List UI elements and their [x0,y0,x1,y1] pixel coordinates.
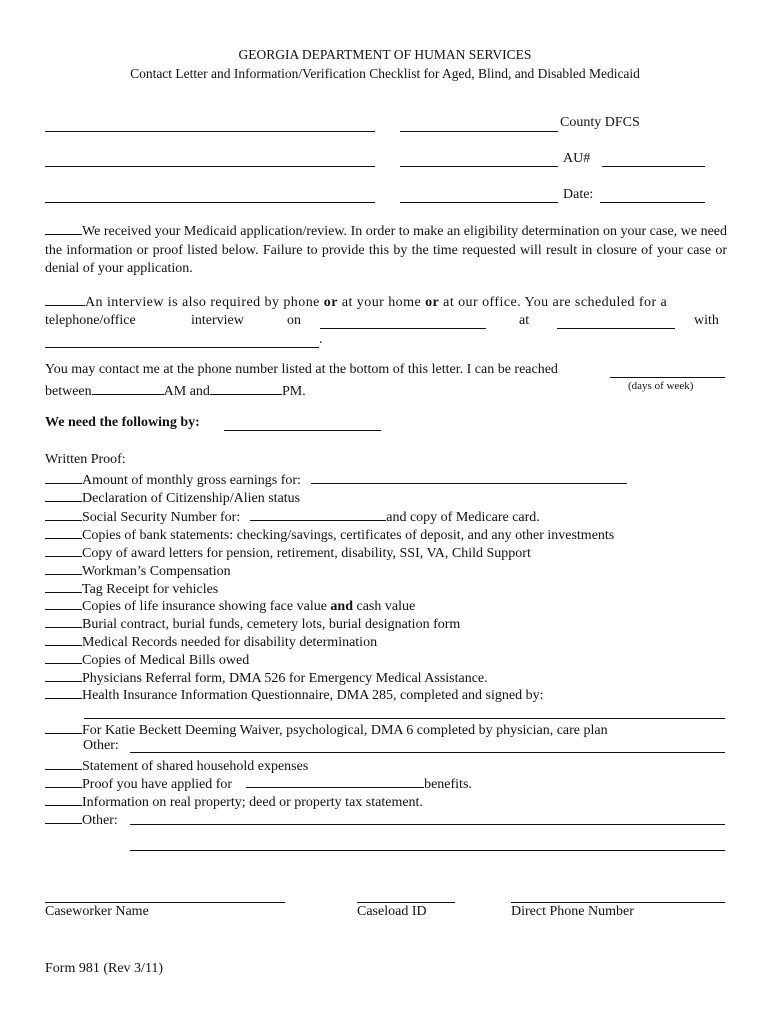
interview-telephone: telephone/office [45,313,136,328]
checkbox-line[interactable] [45,470,82,484]
county-label: County DFCS [560,115,640,130]
item-label: Amount of monthly gross earnings for: [82,473,301,488]
checkbox-line[interactable] [45,792,82,806]
days-field[interactable] [610,377,725,378]
item-label: Proof you have applied for [82,777,233,792]
application-paragraph [45,221,727,279]
au-field[interactable] [602,166,705,167]
item-label: Workman’s Compensation [82,564,231,579]
checklist-item [45,525,614,544]
checkbox-line[interactable] [45,561,82,575]
checkbox-line[interactable] [45,614,82,628]
contact-between [45,381,306,400]
other-field-1[interactable] [130,824,725,825]
checkbox-line[interactable] [45,632,82,646]
au-label: AU# [563,151,591,166]
checkbox-line[interactable] [45,668,82,682]
item-label-suffix: and copy of Medicare card. [386,510,540,525]
item-label: Copies of bank statements: checking/savings, certificates of deposit, and any other investments [82,528,615,543]
caseload-id-label: Caseload ID [357,904,427,919]
office-field-2[interactable] [400,202,558,203]
checkbox-line[interactable] [45,685,82,699]
written-proof-label: Written Proof: [45,452,126,467]
other-sub-field[interactable] [130,752,725,753]
interview-line-1 [45,292,727,311]
need-by-label: We need the following by: [45,415,200,430]
earnings-field[interactable] [311,470,627,484]
other-sub-label: Other: [83,738,119,753]
caseworker-name-field[interactable] [45,902,285,903]
benefits-field[interactable] [246,774,424,788]
item-label: Tag Receipt for vehicles [82,582,219,597]
checklist-item [45,596,415,615]
interview-text: An interview is also required by phone or at your home or at our office. You are scheduled for a [85,295,668,310]
form-subtitle: Contact Letter and Information/Verification Checklist for Aged, Blind, and Disabled Medicaid [130,66,640,81]
office-field[interactable] [400,166,558,167]
checklist-item [45,650,249,669]
interview-with: with [694,313,719,328]
health-insurance-signer-field[interactable] [84,718,725,719]
item-label: Copy of award letters for pension, retirement, disability, SSI, VA, Child Support [82,546,531,561]
interview-period: . [319,332,323,347]
checkbox-line[interactable] [45,774,82,788]
interview-date-field[interactable] [320,328,486,329]
item-label: Medical Records needed for disability determination [82,635,378,650]
county-field[interactable] [400,131,558,132]
ssn-field[interactable] [250,507,386,521]
direct-phone-field[interactable] [511,902,725,903]
checkbox-line[interactable] [45,756,82,770]
date-field[interactable] [600,202,705,203]
checklist-item [45,774,472,793]
checklist-item [45,470,627,489]
checkbox-line[interactable] [45,507,82,521]
item-label-suffix: cash value [356,599,416,614]
item-label: Other: [82,813,118,828]
between-label: between [45,384,92,399]
start-time-field[interactable] [92,381,164,395]
end-time-field[interactable] [210,381,282,395]
checkbox-line[interactable] [45,525,82,539]
contact-text: You may contact me at the phone number listed at the bottom of this letter. I can be reached [45,362,558,377]
checkbox-line[interactable] [45,650,82,664]
checkbox-line[interactable] [45,810,82,824]
checklist-item [45,561,231,580]
checklist-item [45,756,308,775]
interview-time-field[interactable] [557,328,675,329]
checklist-item [45,614,460,633]
checkbox-line[interactable] [45,720,82,734]
checkbox-line[interactable] [45,543,82,557]
item-label: Information on real property; deed or property tax statement. [82,795,423,810]
direct-phone-label: Direct Phone Number [511,904,634,919]
item-label-suffix: benefits. [424,777,472,792]
checklist-item [45,632,377,651]
need-by-date-field[interactable] [224,430,381,431]
application-text: We received your Medicaid application/review. In order to make an eligibility determination on your case, we need the information or proof listed below. Failure to provide this by the time requested will result in closure of your case or denial of your application. [45,224,727,276]
checklist-item [45,488,300,507]
pm-label: PM. [281,384,306,399]
address-line-1[interactable] [45,131,375,132]
interview-on: on [287,313,301,328]
item-label: For Katie Beckett Deeming Waiver, psychological, DMA 6 completed by physician, care plan [82,723,608,738]
checkbox-line[interactable] [45,596,82,610]
interview-word: interview [191,313,244,328]
item-label: Physicians Referral form, DMA 526 for Emergency Medical Assistance. [82,671,488,686]
checklist-item [45,507,540,526]
item-label-bold: and [330,599,353,614]
caseload-id-field[interactable] [357,902,455,903]
date-label: Date: [563,187,594,202]
checklist-item [45,720,608,739]
address-line-2[interactable] [45,166,375,167]
days-of-week-label: (days of week) [628,380,694,392]
item-label: Social Security Number for: [82,510,241,525]
item-label: Health Insurance Information Questionnaire, DMA 285, completed and signed by: [82,688,544,703]
caseworker-name-label: Caseworker Name [45,904,149,919]
item-label: Burial contract, burial funds, cemetery lots, burial designation form [82,617,461,632]
checkbox-line[interactable] [45,488,82,502]
checklist-item [45,810,118,829]
item-label: Statement of shared household expenses [82,759,309,774]
checklist-item [45,543,531,562]
other-field-2[interactable] [130,850,725,851]
address-line-3[interactable] [45,202,375,203]
form-number: Form 981 (Rev 3/11) [45,961,164,976]
am-label: AM and [163,384,210,399]
checkbox-line[interactable] [45,579,82,593]
checklist-item [45,685,544,704]
checklist-item [45,792,423,811]
form-title: GEORGIA DEPARTMENT OF HUMAN SERVICES [238,47,532,62]
item-label: Declaration of Citizenship/Alien status [82,491,301,506]
item-label: Copies of life insurance showing face value [82,599,327,614]
item-label: Copies of Medical Bills owed [82,653,250,668]
interview-at: at [519,313,530,328]
interview-with-field[interactable] [45,347,319,348]
application-checkbox[interactable] [45,221,82,235]
interview-checkbox[interactable] [45,292,85,306]
